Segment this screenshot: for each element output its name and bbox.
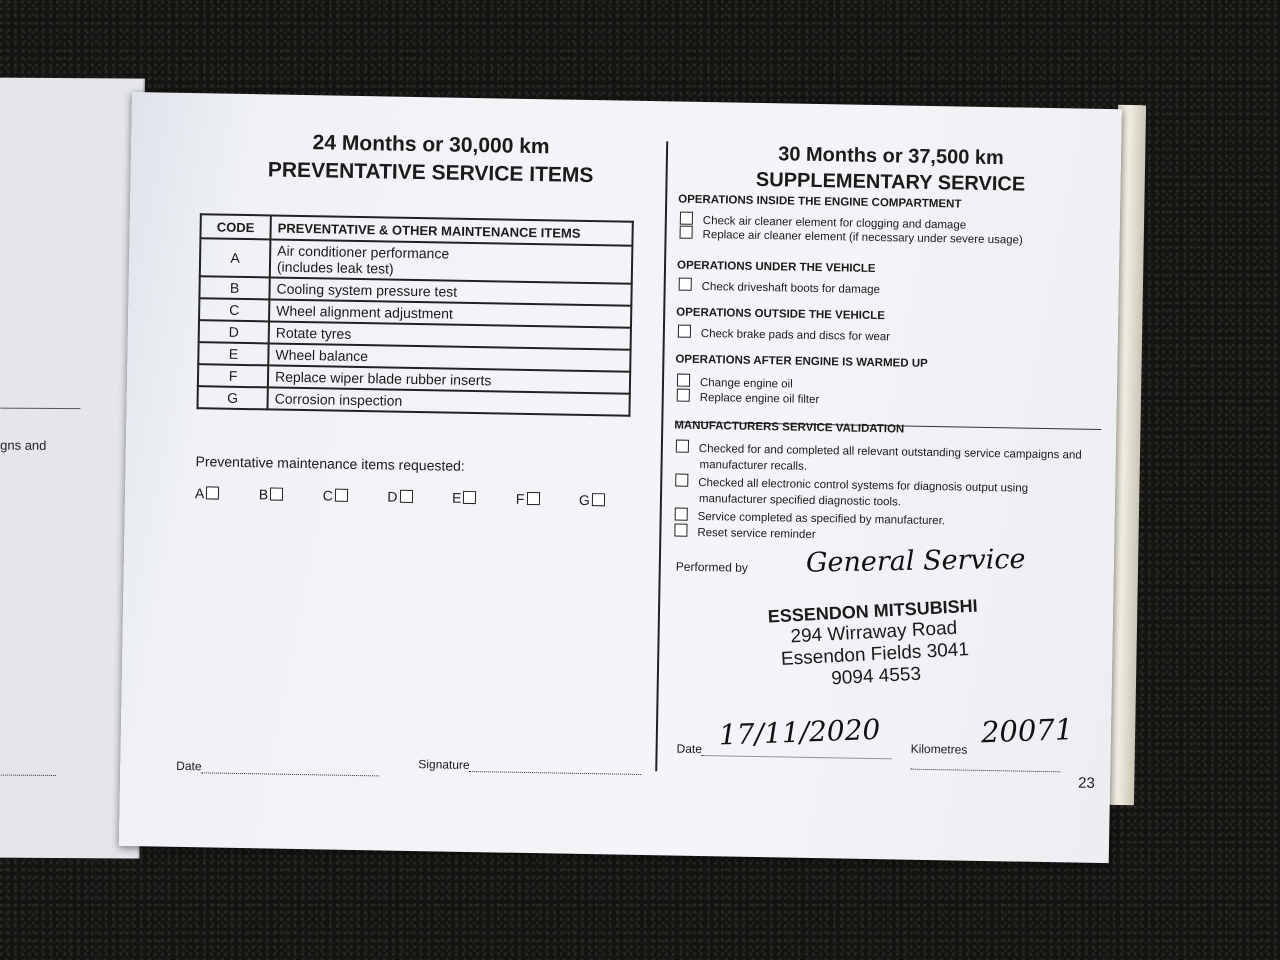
items-header: PREVENTATIVE & OTHER MAINTENANCE ITEMS [270, 215, 632, 245]
requested-option-a[interactable] [195, 485, 230, 502]
check-item-label: Check driveshaft boots for damage [701, 280, 881, 297]
stamp-phone: 9094 4553 [830, 663, 922, 690]
row-item-line1: Air conditioner performance [277, 242, 450, 262]
row-item: Wheel alignment adjustment [269, 299, 631, 327]
check-item-label: Check air cleaner element for clogging and damage [702, 214, 967, 232]
requested-label: Preventative maintenance items requested: [195, 453, 465, 474]
option-letter: G [578, 491, 591, 509]
checkbox[interactable] [680, 226, 693, 239]
check-item-label: Replace air cleaner element (if necessary under severe usage) [702, 228, 1023, 247]
stamp-address-line1: 294 Wirraway Road [789, 617, 958, 648]
right-date-label: Date [676, 741, 703, 757]
right-title-line2: SUPPLEMENTARY SERVICE [755, 168, 1026, 196]
row-code: A [200, 238, 271, 277]
row-item: Wheel balance [268, 343, 630, 371]
row-item: Replace wiper blade rubber inserts [268, 365, 630, 393]
checkbox[interactable] [526, 492, 539, 505]
stamp-name: ESSENDON MITSUBISHI [767, 595, 979, 627]
left-date-label: Date [176, 758, 202, 774]
performed-by-handwriting: General Service [805, 543, 1026, 579]
left-date-line[interactable] [201, 760, 379, 776]
requested-option-e[interactable] [452, 490, 487, 507]
right-title-line1: 30 Months or 37,500 km [777, 143, 1004, 170]
checkbox[interactable] [678, 325, 691, 338]
left-date-field [176, 759, 380, 777]
check-item-label: Change engine oil [699, 376, 793, 391]
checkbox[interactable] [270, 487, 283, 500]
kilometres-line[interactable] [910, 757, 1060, 773]
row-code: D [199, 320, 269, 343]
signature-label: Signature [418, 757, 470, 772]
requested-option-g[interactable] [579, 492, 615, 509]
row-item: Rotate tyres [269, 321, 631, 349]
validation-item-line2: manufacturer recalls. [699, 458, 808, 473]
kilometres-label: Kilometres [910, 741, 968, 757]
row-item: Corrosion inspection [267, 387, 629, 415]
dealer-stamp [732, 594, 1016, 696]
checkbox[interactable] [679, 278, 692, 291]
check-item[interactable] [679, 278, 881, 297]
row-item: Cooling system pressure test [269, 277, 631, 305]
option-letter: B [258, 486, 269, 503]
section-heading: OPERATIONS INSIDE THE ENGINE COMPARTMENT [678, 193, 962, 211]
page-number: 23 [1077, 774, 1095, 792]
row-code: F [198, 364, 268, 387]
row-code: G [197, 386, 267, 409]
row-code: E [198, 342, 268, 365]
left-title-line2: PREVENTATIVE SERVICE ITEMS [267, 158, 594, 188]
section-heading: OPERATIONS UNDER THE VEHICLE [676, 259, 876, 276]
validation-item-line1: Service completed as specified by manufacturer. [697, 510, 946, 528]
section-heading: OPERATIONS OUTSIDE THE VEHICLE [676, 306, 886, 323]
check-item[interactable] [677, 389, 820, 406]
checkbox[interactable] [674, 524, 687, 537]
checkbox[interactable] [335, 489, 348, 502]
requested-option-d[interactable] [387, 489, 422, 506]
column-divider [655, 141, 668, 771]
option-letter: C [322, 487, 334, 504]
code-header: CODE [200, 214, 270, 239]
signature-field [418, 757, 642, 775]
checkbox[interactable] [677, 374, 690, 387]
booklet-page [119, 92, 1122, 863]
performed-by-label: Performed by [675, 559, 748, 575]
left-page-fragment: gns and [0, 437, 47, 453]
option-letter: D [387, 488, 398, 505]
signature-line[interactable] [470, 759, 642, 775]
validation-item[interactable] [674, 524, 815, 541]
validation-item-line1: Checked all electronic control systems for diagnosis output using [698, 476, 1029, 495]
validation-item-line1: Checked for and completed all relevant outstanding service campaigns and [698, 442, 1082, 462]
check-item[interactable] [679, 226, 1022, 247]
check-item-label: Replace engine oil filter [699, 391, 820, 407]
row-item [270, 239, 633, 283]
checkbox[interactable] [592, 493, 605, 506]
checkbox[interactable] [680, 212, 693, 225]
left-page-dotted-line [0, 775, 56, 776]
row-item-line2: (includes leak test) [276, 258, 394, 277]
stamp-address-line2: Essendon Fields 3041 [780, 639, 970, 670]
requested-option-f[interactable] [516, 491, 550, 508]
checkbox[interactable] [676, 440, 689, 453]
checkbox[interactable] [677, 389, 690, 402]
option-letter: E [451, 489, 462, 506]
checkbox[interactable] [399, 490, 412, 503]
left-page-rule [0, 408, 80, 410]
left-title-line1: 24 Months or 30,000 km [312, 131, 550, 159]
service-items-table [196, 213, 633, 417]
validation-item[interactable] [675, 474, 1028, 513]
checkbox[interactable] [463, 491, 476, 504]
requested-checkboxes [195, 485, 615, 508]
check-item[interactable] [678, 325, 890, 344]
requested-option-c[interactable] [323, 487, 358, 504]
validation-item-line1: Reset service reminder [697, 526, 816, 541]
check-item-label: Check brake pads and discs for wear [700, 327, 891, 344]
kilometres-handwriting: 20071 [980, 712, 1074, 750]
checkbox[interactable] [206, 486, 219, 499]
validation-heading: MANUFACTURERS SERVICE VALIDATION [674, 419, 905, 436]
option-letter: F [515, 490, 525, 507]
checkbox[interactable] [675, 474, 688, 487]
row-code: B [199, 276, 269, 299]
row-code: C [199, 298, 269, 321]
requested-option-b[interactable] [259, 486, 294, 503]
option-letter: A [194, 485, 205, 502]
validation-item-line2: manufacturer specified diagnostic tools. [698, 492, 902, 509]
section-heading: OPERATIONS AFTER ENGINE IS WARMED UP [675, 353, 928, 370]
date-handwriting: 17/11/2020 [718, 712, 881, 752]
checkbox[interactable] [675, 508, 688, 521]
